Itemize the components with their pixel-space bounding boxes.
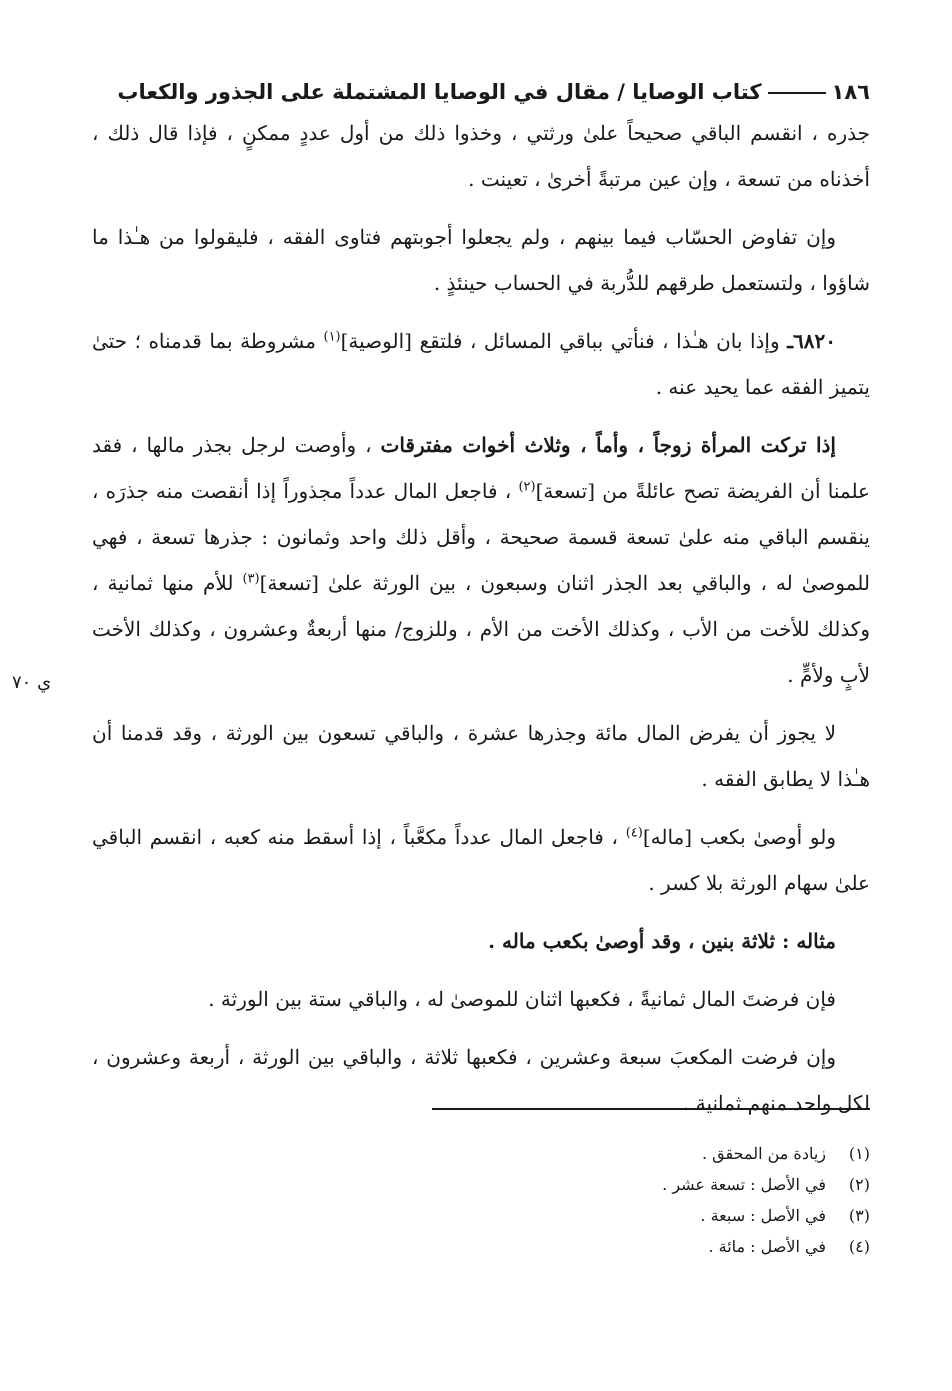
paragraph: فإن فرضتَ المال ثمانيةً ، فكعبها اثنان للموصىٰ له ، والباقي ستة بين الورثة . [208,987,836,1011]
page-header [92,80,870,110]
header-dash [768,92,826,94]
footnotes [662,1138,870,1262]
paragraph: وإن تفاوض الحسّاب فيما بينهم ، ولم يجعلوا أجوبتهم فتاوى الفقه ، فليقولوا من هـٰذا ما شاؤوا ، ولتستعمل طرقهم للدُّربة في الحساب حينئذٍ . [92,225,870,295]
footnote-number: (٣) [848,1206,870,1225]
text-segment: ولو أوصىٰ بكعب [ماله] [642,825,836,849]
text-segment: ، فاجعل المال عدداً مجذوراً إذا أنقصت منه جذرَه ، ينقسم الباقي منه علىٰ تسعة قسمة صحيحة ، وأقل ذلك واحد وثمانون : جذرها تسعة ، فهي للموصىٰ له ، والباقي بعد الجذر اثنان وسبعون ، بين الورثة علىٰ [تسعة] [92,479,870,595]
example-heading: مثاله : ثلاثة بنين ، وقد أوصىٰ بكعب ماله . [488,929,836,953]
footnote-divider [432,1108,870,1110]
paragraph: وإن فرضت المكعبَ سبعة وعشرين ، فكعبها ثلاثة ، والباقي بين الورثة ، أربعة وعشرون ، لكل واحد منهم ثمانية . [92,1045,870,1115]
footnote-item [662,1138,870,1169]
footnote-text: زيادة من المحقق . [702,1144,826,1163]
paragraph [92,422,870,698]
footnote-item [662,1231,870,1262]
text-segment: للأم منها ثمانية ، وكذلك للأخت من الأب ، وكذلك الأخت من الأم ، وللزوج/ منها أربعةٌ وعشرون ، وكذلك الأخت لأبٍ ولأمٍّ . [92,571,870,687]
page-body [92,80,870,1138]
paragraph: جذره ، انقسم الباقي صحيحاً علىٰ ورثتي ، وخذوا ذلك من أول عددٍ ممكنٍ ، فإذا قال ذلك ، أخذناه من تسعة ، وإن عين مرتبةً أخرىٰ ، تعينت . [92,121,870,191]
footnote-ref[interactable]: (١) [323,329,341,345]
paragraph: لا يجوز أن يفرض المال مائة وجذرها عشرة ، والباقي تسعون بين الورثة ، وقد قدمنا أن هـٰذا لا يطابق الفقه . [92,721,870,791]
margin-page-marker: ي ٧٠ [12,672,52,693]
footnote-text: في الأصل : تسعة عشر . [662,1175,826,1194]
footnote-number: (١) [848,1144,870,1163]
footnote-ref[interactable]: (٤) [625,825,643,841]
text-segment: ، وأوصت لرجل بجذر مالها ، فقد علمنا أن الفريضة تصح عائلةً من [تسعة] [92,433,870,503]
bold-phrase: إذا تركت المرأة زوجاً ، وأماً ، وثلاث أخوات مفترقات [380,433,836,457]
footnote-number: (٤) [848,1237,870,1256]
footnote-item [662,1169,870,1200]
text-segment: ، فاجعل المال عدداً مكعَّباً ، إذا أسقط منه كعبه ، انقسم الباقي علىٰ سهام الورثة بلا كسر . [92,825,870,895]
footnote-text: في الأصل : مائة . [708,1237,826,1256]
footnote-ref[interactable]: (٢) [518,479,536,495]
footnote-number: (٢) [848,1175,870,1194]
main-text [92,110,870,1126]
footnote-item [662,1200,870,1231]
paragraph [92,814,870,906]
text-segment: مشروطة بما قدمناه ؛ حتىٰ يتميز الفقه عما يحيد عنه . [92,329,870,399]
paragraph [92,318,870,410]
footnote-text: في الأصل : سبعة . [700,1206,826,1225]
page-number: ١٨٦ [831,80,870,104]
issue-number: ٦٨٢٠ـ [787,329,836,353]
footnote-ref[interactable]: (٣) [242,571,260,587]
text-segment: وإذا بان هـٰذا ، فنأتي بباقي المسائل ، فلتقع [الوصية] [340,329,780,353]
running-title: كتاب الوصايا / مقال في الوصايا المشتملة على الجذور والكعاب [117,80,762,104]
